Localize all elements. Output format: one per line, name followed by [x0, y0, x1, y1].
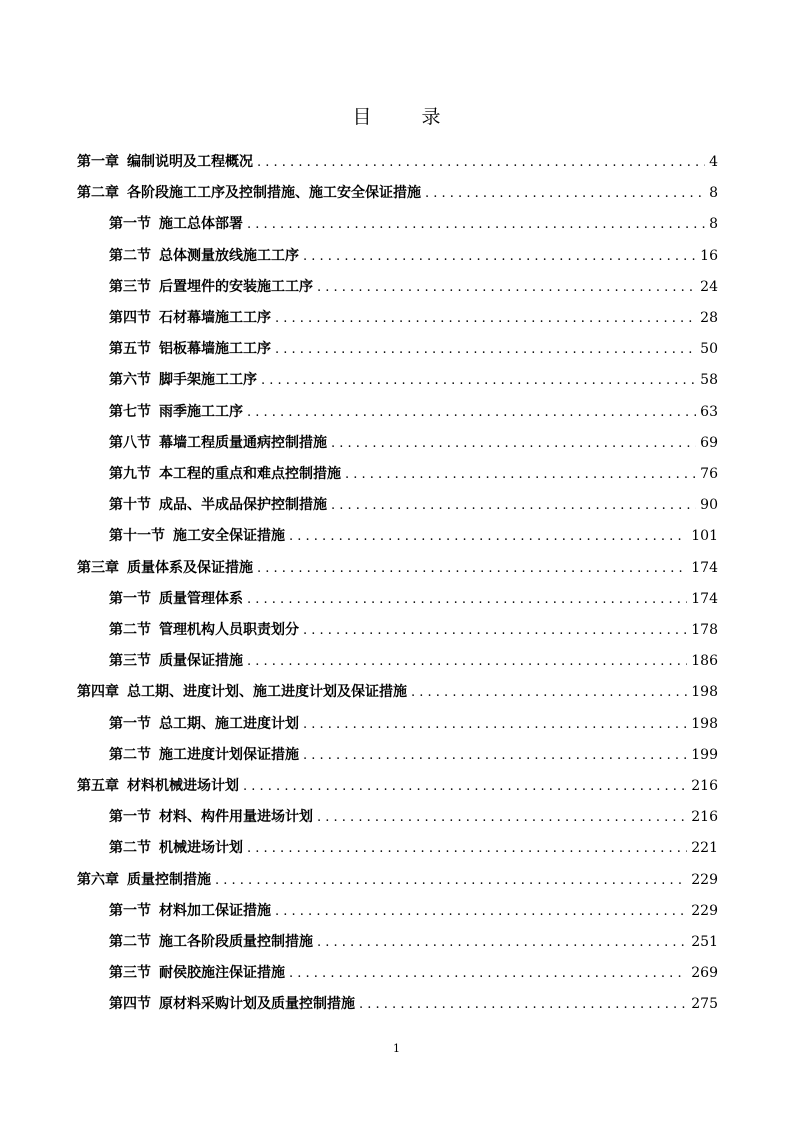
toc-dot-leader [317, 807, 687, 829]
toc-entry-title: 施工各阶段质量控制措施 [159, 934, 313, 950]
toc-entry-page: 221 [691, 840, 718, 857]
toc-entry-title: 质量控制措施 [127, 871, 211, 888]
toc-dot-leader [275, 339, 696, 361]
toc-dot-leader [247, 402, 696, 424]
toc-entry-number: 第四节 [109, 996, 151, 1013]
toc-entry-number: 第二节 [109, 247, 151, 264]
toc-dot-leader [215, 870, 687, 892]
toc-entry-number: 第十节 [109, 497, 151, 514]
toc-entry-title: 原材料采购计划及质量控制措施 [159, 996, 355, 1013]
toc-dot-leader [303, 246, 696, 268]
toc-entry-title: 材料加工保证措施 [159, 902, 271, 919]
toc-entry-section[interactable] [109, 806, 718, 828]
toc-entry-number: 第八节 [109, 434, 151, 451]
toc-entry-page: 198 [691, 715, 718, 732]
toc-entry-number: 第六章 [77, 871, 119, 888]
toc-entry-number: 第一章 [77, 154, 119, 170]
toc-entry-chapter[interactable] [77, 681, 718, 703]
toc-entry-page: 178 [691, 622, 718, 638]
toc-entry-page: 216 [691, 778, 718, 794]
toc-dot-leader [425, 183, 705, 205]
toc-entry-label [109, 525, 285, 547]
toc-entry-label [77, 775, 239, 797]
toc-entry-label [109, 369, 257, 391]
toc-entry-number: 第三节 [109, 278, 151, 295]
toc-entry-page: 24 [700, 278, 718, 295]
toc-dot-leader [317, 277, 696, 299]
toc-entry-page: 8 [709, 185, 718, 202]
toc-entry-label [109, 463, 341, 485]
toc-dot-leader [247, 589, 687, 611]
toc-title: 目 录 [352, 106, 463, 128]
toc-dot-leader [317, 932, 687, 954]
toc-entry-chapter[interactable] [77, 557, 718, 579]
toc-entry-chapter[interactable] [77, 775, 718, 797]
toc-entry-section[interactable] [109, 525, 718, 547]
toc-entry-title: 质量管理体系 [159, 590, 243, 607]
toc-entry-page: 186 [691, 653, 718, 670]
toc-entry-section[interactable] [109, 650, 718, 672]
toc-entry-page: 198 [691, 684, 718, 701]
toc-entry-label [109, 494, 327, 516]
toc-entry-section[interactable] [109, 619, 718, 641]
toc-entry-number: 第二节 [109, 934, 151, 950]
toc-entry-title: 质量保证措施 [159, 653, 243, 670]
toc-entry-label [77, 182, 421, 204]
toc-entry-page: 4 [709, 154, 718, 170]
toc-dot-leader [303, 620, 687, 642]
toc-entry-chapter[interactable] [77, 182, 718, 204]
toc-entry-page: 251 [691, 934, 718, 950]
toc-entry-number: 第四节 [109, 310, 151, 326]
toc-entry-label [77, 557, 253, 579]
toc-entry-label [109, 401, 243, 423]
toc-entry-number: 第五节 [109, 341, 151, 358]
toc-entry-title: 施工进度计划保证措施 [159, 746, 299, 763]
toc-dot-leader [303, 745, 687, 767]
toc-entry-label [109, 993, 355, 1015]
toc-entry-section[interactable] [109, 931, 718, 953]
toc-entry-page: 216 [691, 809, 718, 826]
toc-entry-number: 第一节 [109, 809, 151, 826]
toc-entry-label [109, 931, 313, 953]
toc-entry-section[interactable] [109, 432, 718, 454]
toc-entry-label [109, 900, 271, 922]
toc-entry-label [109, 432, 327, 454]
toc-dot-leader [411, 682, 687, 704]
toc-entry-page: 275 [691, 996, 718, 1013]
toc-dot-leader [331, 495, 696, 517]
toc-entry-section[interactable] [109, 713, 718, 735]
toc-entry-chapter[interactable] [77, 151, 718, 173]
toc-entry-title: 本工程的重点和难点控制措施 [159, 466, 341, 482]
toc-entry-page: 76 [700, 466, 718, 482]
toc-entry-section[interactable] [109, 494, 718, 516]
toc-entry-page: 8 [709, 216, 718, 233]
toc-dot-leader [247, 651, 687, 673]
toc-entry-label [109, 962, 285, 984]
toc-entry-title: 石材幕墙施工工序 [159, 310, 271, 326]
toc-entry-number: 第一节 [109, 715, 151, 732]
toc-entry-number: 第一节 [109, 216, 151, 233]
toc-entry-title: 材料、构件用量进场计划 [159, 809, 313, 826]
toc-entry-section[interactable] [109, 276, 718, 298]
toc-entry-label [109, 588, 243, 610]
toc-entry-label [109, 245, 299, 267]
toc-entry-number: 第九节 [109, 466, 151, 482]
toc-entry-title: 编制说明及工程概况 [127, 154, 253, 170]
toc-dot-leader [289, 526, 687, 548]
toc-entry-number: 第五章 [77, 778, 119, 794]
toc-entry-title: 管理机构人员职责划分 [159, 622, 299, 638]
toc-entry-label [109, 744, 299, 766]
toc-entry-number: 第三节 [109, 965, 151, 982]
toc-dot-leader [247, 214, 705, 236]
toc-entry-number: 第二节 [109, 840, 151, 857]
toc-entry-section[interactable] [109, 837, 718, 859]
toc-entry-section[interactable] [109, 962, 718, 984]
toc-entry-number: 第一节 [109, 590, 151, 607]
toc-entry-page: 199 [691, 746, 718, 763]
toc-entry-label [109, 213, 243, 235]
toc-entry-number: 第二章 [77, 185, 119, 202]
toc-entry-page: 63 [700, 403, 718, 420]
toc-entry-section[interactable] [109, 401, 718, 423]
toc-dot-leader [359, 994, 687, 1016]
toc-dot-leader [275, 308, 696, 330]
toc-entry-number: 第七节 [109, 403, 151, 420]
toc-entry-section[interactable] [109, 369, 718, 391]
toc-entry-page: 90 [700, 497, 718, 514]
toc-entry-label [109, 307, 271, 329]
toc-entry-label [109, 713, 299, 735]
toc-entry-title: 铝板幕墙施工工序 [159, 341, 271, 358]
toc-entry-title: 总工期、施工进度计划 [159, 715, 299, 732]
toc-entry-title: 质量体系及保证措施 [127, 559, 253, 576]
toc-entry-page: 174 [691, 559, 718, 576]
toc-entry-section[interactable] [109, 900, 718, 922]
toc-entry-label [77, 869, 211, 891]
toc-dot-leader [247, 838, 687, 860]
toc-entry-number: 第一节 [109, 902, 151, 919]
toc-dot-leader [257, 152, 705, 174]
toc-entry-section[interactable] [109, 744, 718, 766]
toc-entry-title: 施工总体部署 [159, 216, 243, 233]
toc-entry-title: 后置埋件的安装施工工序 [159, 278, 313, 295]
toc-dot-leader [303, 714, 687, 736]
toc-entry-label [109, 837, 243, 859]
toc-entry-label [109, 338, 271, 360]
toc-entry-title: 机械进场计划 [159, 840, 243, 857]
toc-entry-label [109, 276, 313, 298]
toc-entry-number: 第十一节 [109, 528, 165, 545]
toc-entry-page: 16 [700, 247, 718, 264]
toc-entry-page: 229 [691, 871, 718, 888]
page-number: 1 [393, 1042, 400, 1055]
toc-entry-page: 50 [700, 341, 718, 358]
toc-entry-number: 第三节 [109, 653, 151, 670]
toc-entry-title: 各阶段施工工序及控制措施、施工安全保证措施 [127, 185, 421, 202]
toc-dot-leader [289, 963, 687, 985]
toc-entry-page: 101 [691, 528, 718, 545]
toc-entry-label [109, 806, 313, 828]
toc-entry-page: 269 [691, 965, 718, 982]
toc-entry-section[interactable] [109, 463, 718, 485]
toc-entry-label [109, 619, 299, 641]
toc-entry-page: 229 [691, 902, 718, 919]
toc-entry-title: 脚手架施工工序 [159, 372, 257, 389]
toc-entry-chapter[interactable] [77, 869, 718, 891]
toc-entry-page: 28 [700, 310, 718, 326]
toc-dot-leader [261, 370, 696, 392]
toc-entry-section[interactable] [109, 588, 718, 610]
toc-entry-number: 第四章 [77, 684, 119, 701]
toc-entry-number: 第二节 [109, 622, 151, 638]
toc-entry-title: 材料机械进场计划 [127, 778, 239, 794]
toc-entry-title: 耐侯胶施注保证措施 [159, 965, 285, 982]
toc-entry-section[interactable] [109, 213, 718, 235]
toc-dot-leader [345, 464, 696, 486]
toc-entry-title: 总体测量放线施工工序 [159, 247, 299, 264]
toc-entry-number: 第六节 [109, 372, 151, 389]
toc-entry-section[interactable] [109, 338, 718, 360]
toc-entry-number: 第三章 [77, 559, 119, 576]
toc-entry-page: 174 [691, 590, 718, 607]
toc-entry-section[interactable] [109, 307, 718, 329]
toc-entry-number: 第二节 [109, 746, 151, 763]
toc-entry-title: 施工安全保证措施 [173, 528, 285, 545]
toc-dot-leader [243, 776, 687, 798]
toc-entry-page: 69 [700, 434, 718, 451]
toc-entry-label [109, 650, 243, 672]
toc-entry-section[interactable] [109, 993, 718, 1015]
toc-dot-leader [257, 558, 687, 580]
toc-entry-title: 幕墙工程质量通病控制措施 [159, 434, 327, 451]
toc-entry-page: 58 [700, 372, 718, 389]
toc-entry-title: 雨季施工工序 [159, 403, 243, 420]
toc-entry-label [77, 681, 407, 703]
toc-dot-leader [275, 901, 687, 923]
toc-entry-title: 总工期、进度计划、施工进度计划及保证措施 [127, 684, 407, 701]
toc-entry-section[interactable] [109, 245, 718, 267]
toc-entry-title: 成品、半成品保护控制措施 [159, 497, 327, 514]
toc-dot-leader [331, 433, 696, 455]
toc-entry-label [77, 151, 253, 173]
